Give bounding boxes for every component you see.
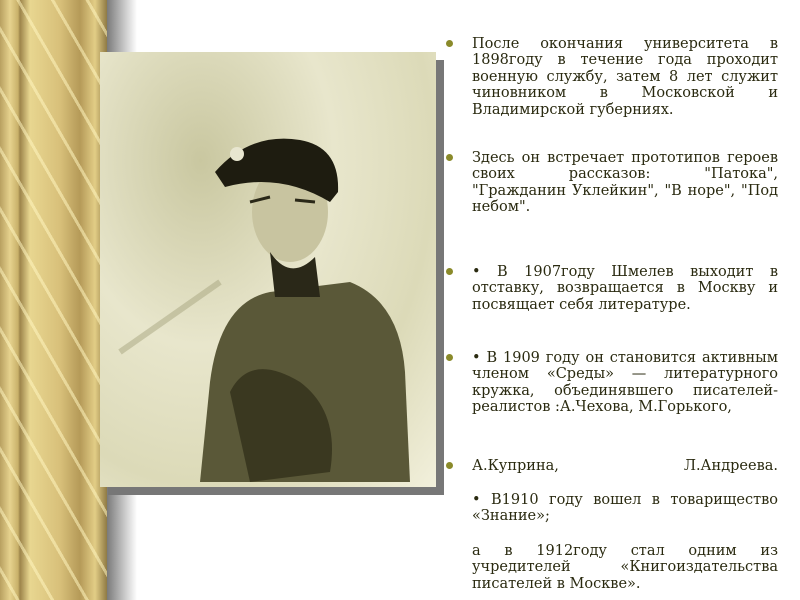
paragraph-text: • В 1907году Шмелев выходит в отставку, возвращается в Москву и посвящает себя литературе. — [472, 264, 778, 313]
paragraph-prototypes — [472, 150, 778, 216]
paragraph-university — [472, 36, 778, 118]
bullet-icon — [446, 268, 453, 275]
paragraph-text: А.Куприна, Л.Андреева. — [472, 458, 778, 474]
bullet-icon — [446, 462, 453, 469]
paragraph-text: • В1910 году вошел в товарищество «Знание»; — [472, 492, 778, 525]
paragraph-1910 — [472, 492, 778, 525]
paragraph-1907 — [472, 264, 778, 313]
paragraph-1912 — [472, 543, 778, 592]
paragraph-writers — [472, 458, 778, 474]
paragraph-text: а в 1912году стал одним из учредителей «Книгоиздательства писателей в Москве». — [472, 543, 778, 592]
decorative-gold-column — [0, 0, 107, 600]
bullet-icon — [446, 154, 453, 161]
paragraph-text: • В 1909 году он становится активным членом «Среды» — литературного кружка, объединявшего писателей-реалистов :А.Чехова, М.Горького, — [472, 350, 778, 416]
bullet-icon — [446, 354, 453, 361]
bullet-icon — [446, 40, 453, 47]
paragraph-text: Здесь он встречает прототипов героев своих рассказов: "Патока", "Гражданин Уклейкин", "В норе", "Под небом". — [472, 150, 778, 216]
paragraph-1909 — [472, 350, 778, 416]
paragraph-text: После окончания университета в 1898году в течение года проходит военную службу, затем 8 лет служит чиновником в Московской и Владимирской губерниях. — [472, 36, 778, 118]
portrait-photo — [100, 52, 436, 487]
